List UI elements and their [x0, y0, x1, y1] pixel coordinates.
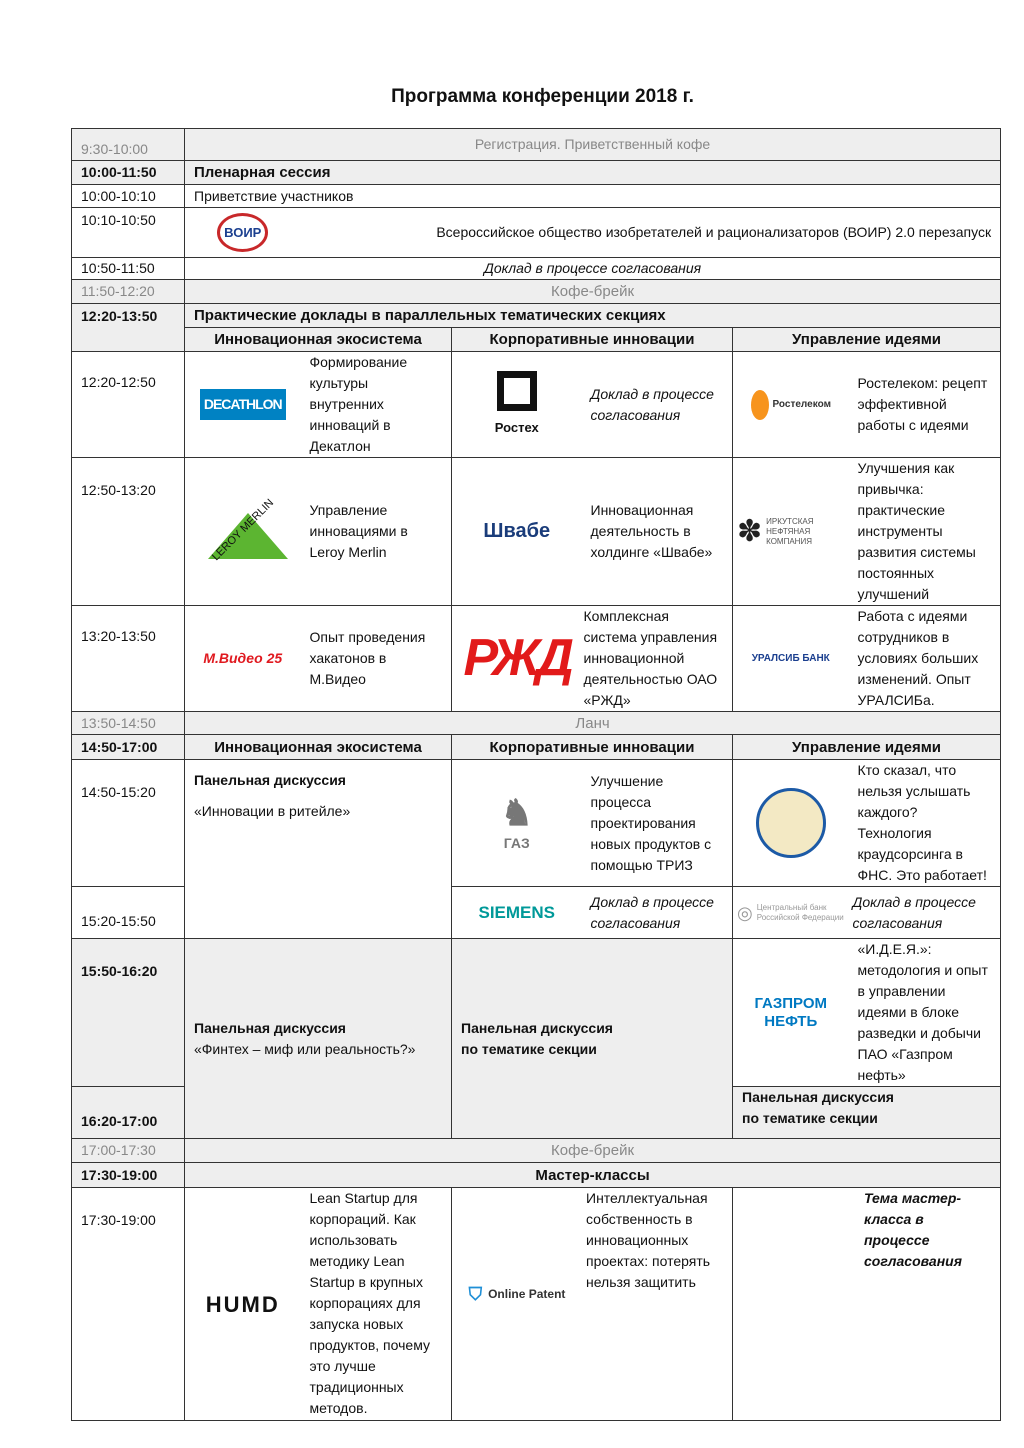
table-row: 12:20-13:50 Практические доклады в параллельных тематических секциях — [72, 304, 1001, 328]
uralsib-logo: УРАЛСИБ БАНК — [751, 653, 830, 664]
table-row: 12:20-12:50 DECATHLON Формирование культуры внутренних инноваций в Декатлон Ростех Доклад в процессе согласования Ростелеком Ростелеком: рецепт эффективной работы с идеями — [72, 352, 1001, 458]
table-row: 17:30-19:00 HUMD Lean Startup для корпораций. Как использовать методику Lean Startup в крупных корпорациях для запуска новых продуктов, почему это лучше традиционных методов. ⛉ Online Patent Интеллектуальная собственность в инновационных проектах: потерять нельзя защитить Тема мастер-класса в процессе согласования — [72, 1188, 1001, 1421]
table-row: 13:50-14:50 Ланч — [72, 712, 1001, 735]
panel-fintech: Панельная дискуссия «Финтех – миф или реальность?» — [185, 939, 452, 1139]
fns-logo — [737, 788, 845, 858]
section-headers: Инновационная экосистема Корпоративные инновации Управление идеями — [72, 328, 1001, 352]
decathlon-logo: DECATHLON — [189, 389, 297, 420]
mvideo-logo: М.Видео 25 — [203, 650, 283, 666]
table-row: 10:50-11:50 Доклад в процессе согласования — [72, 258, 1001, 280]
rostelecom-logo: Ростелеком — [737, 390, 845, 420]
table-row: 16:20-17:00 Панельная дискуссия по тематике секции — [72, 1087, 1001, 1139]
table-row: 12:50-13:20 LEROY MERLIN Управление инновациями в Leroy Merlin Швабе Инновационная деятельность в холдинге «Швабе» ✽ ИРКУТСКАЯ НЕФТЯНАЯ КОМПАНИЯ Улучшения как привычка: практические инструменты развития системы постоянных улучшений — [72, 458, 1001, 606]
table-row: 10:00-11:50 Пленарная сессия — [72, 161, 1001, 185]
table-row: 11:50-12:20 Кофе-брейк — [72, 280, 1001, 304]
leroy-merlin-logo: LEROY MERLIN — [198, 503, 288, 561]
rzd-logo: РЖД — [463, 629, 570, 687]
section-headers: 14:50-17:00 Инновационная экосистема Корпоративные инновации Управление идеями — [72, 735, 1001, 760]
table-row: 10:00-10:10 Приветствие участников — [72, 185, 1001, 208]
table-row: 14:50-15:20 Панельная дискуссия «Инновации в ритейле» ♞ ГАЗ Улучшение процесса проектирования новых продуктов с помощью ТРИЗ Кто сказал, что нельзя услышать каждого? Технология краудсорсинга в ФНС. Это работает! — [72, 760, 1001, 887]
panel-corporate: Панельная дискуссия по тематике секции — [452, 939, 733, 1139]
siemens-logo: SIEMENS — [478, 903, 556, 922]
rostec-logo: Ростех — [456, 371, 578, 438]
voir-logo: ВОИР — [189, 213, 297, 252]
cbr-logo: ◎ Центральный банк Российской Федерации — [737, 902, 844, 923]
program-table — [71, 128, 1001, 1421]
ink-logo: ✽ ИРКУТСКАЯ НЕФТЯНАЯ КОМПАНИЯ — [737, 514, 814, 548]
gaz-logo: ♞ ГАЗ — [500, 791, 533, 851]
table-row: 13:20-13:50 М.Видео 25 Опыт проведения хакатонов в М.Видео РЖД Комплексная система управления инновационной деятельностью ОАО «РЖД» УРАЛСИБ БАНК Работа с идеями сотрудников в условиях больших изменений. Опыт УРАЛСИБа. — [72, 606, 1001, 712]
table-row: 9:30-10:00 Регистрация. Приветственный кофе — [72, 129, 1001, 161]
table-row: 15:50-16:20 Панельная дискуссия «Финтех – миф или реальность?» Панельная дискуссия по тематике секции ГАЗПРОМ НЕФТЬ «И.Д.Е.Я.»: методология и опыт в управлении идеями в блоке разведки и добычи ПАО «Газпром нефть» — [72, 939, 1001, 1087]
panel-ideas: Панельная дискуссия по тематике секции — [733, 1087, 1001, 1139]
table-row: 17:30-19:00 Мастер-классы — [72, 1163, 1001, 1188]
panel-retail: Панельная дискуссия «Инновации в ритейле» — [185, 760, 452, 939]
gazprom-neft-logo: ГАЗПРОМ НЕФТЬ — [754, 994, 828, 1030]
page-title: Программа конференции 2018 г. — [391, 86, 694, 107]
table-row: 15:20-15:50 SIEMENS Доклад в процессе согласования ◎ Центральный банк Российской Федерации Доклад в процессе согласования — [72, 887, 1001, 939]
table-row: 17:00-17:30 Кофе-брейк — [72, 1139, 1001, 1163]
table-row: 10:10-10:50 ВОИР Всероссийское общество изобретателей и рационализаторов (ВОИР) 2.0 перезапуск — [72, 208, 1001, 258]
humd-logo: HUMD — [205, 1291, 280, 1317]
shvabe-logo: Швабе — [483, 520, 551, 542]
online-patent-logo: ⛉ Online Patent — [468, 1283, 566, 1304]
